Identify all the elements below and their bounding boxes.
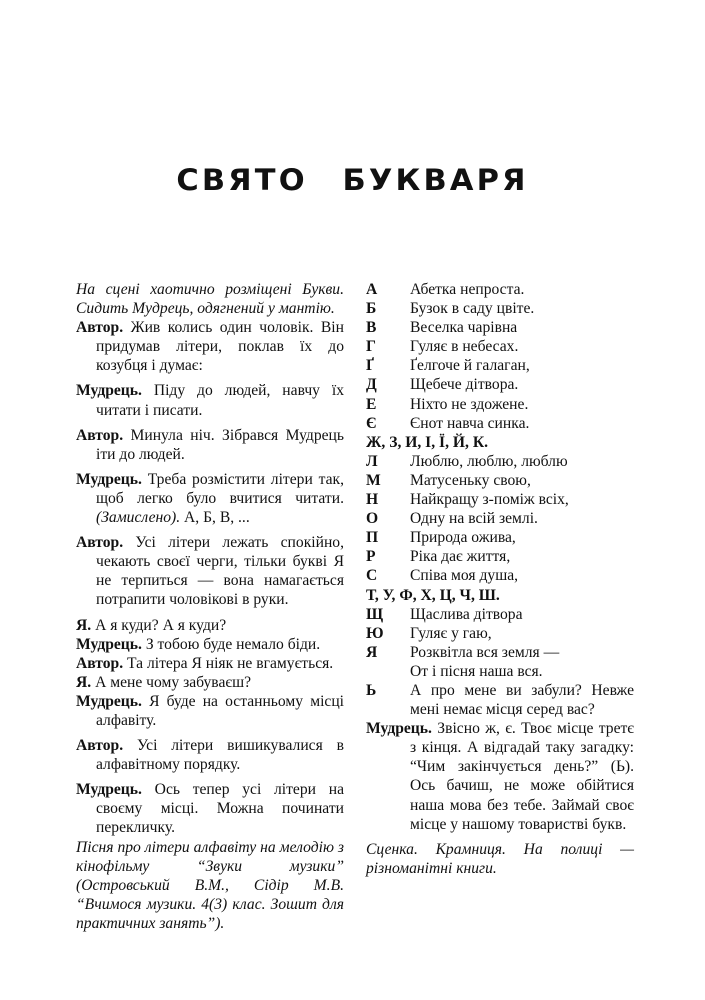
dialogue-line: Автор. Усі літери лежать спокійно, чекають своєї черги, тільки букві Я не терпиться — вона намагається потрапити чоловікові в руки.: [76, 534, 344, 609]
left-column: [76, 280, 344, 933]
right-column: [366, 280, 634, 878]
letter-row: Е Ніхто не здожене.: [366, 395, 529, 413]
dialogue-line: Мудрець. Звісно ж, є. Твоє місце третє з кінця. А відгадай таку загадку: “Чим закінчується день?” (Ь). Ось бачиш, не може обійтися наша мова без тебе. Займай своє місце у нашому товаристві букв.: [366, 720, 634, 833]
dialogue-line: Автор. Жив колись один чоловік. Він придумав літери, поклав їх до козубця і думає:: [76, 319, 344, 375]
dialogue-line: Я. А я куди? А я куди?: [76, 616, 227, 634]
letter-row: Р Ріка дає життя,: [366, 548, 511, 566]
dialogue-line: Автор. Усі літери вишикувалися в алфавітному порядку.: [76, 737, 344, 774]
scene-note: Сценка. Крамниця. На полиці — різноманітні книги.: [366, 840, 634, 877]
letter-row: В Веселка чарівна: [366, 319, 518, 337]
letter-row: Я Розквітла вся земля —: [366, 643, 560, 661]
letter-group: Т, У, Ф, Х, Ц, Ч, Ш.: [366, 586, 500, 604]
letter-row: Б Бузок в саду цвіте.: [366, 300, 535, 318]
letter-row: Ґ Ґелгоче й галаган,: [366, 357, 530, 375]
dialogue-line: Мудрець. З тобою буде немало біди.: [76, 635, 321, 653]
letter-row: Л Люблю, люблю, люблю: [366, 452, 568, 470]
letter-row-soft-sign: Ь А про мене ви забули? Невже мені немає місця серед вас?: [366, 681, 634, 719]
letters-list: [366, 452, 634, 586]
letter-row: Д Щебече дітвора.: [366, 376, 519, 394]
dialogue-line: Мудрець. Ось тепер усі літери на своєму місці. Можна починати перекличку.: [76, 781, 344, 837]
letter-row: Щ Щаслива дітвора: [366, 605, 523, 623]
stage-direction: На сцені хаотично розміщені Букви. Сидить Мудрець, одягнений у мантію.: [76, 281, 344, 318]
letter-row: Є Єнот навча синка.: [366, 414, 530, 432]
dialogue-line: Мудрець. Я буде на останньому місці алфавіту.: [76, 692, 344, 729]
page-title: СВЯТО БУКВАРЯ: [176, 163, 529, 197]
letters-list: [366, 605, 634, 681]
letter-row: О Одну на всій землі.: [366, 510, 538, 528]
letter-row: Г Гуляє в небесах.: [366, 338, 519, 356]
letter-row: М Матусеньку свою,: [366, 471, 531, 489]
letter-row: Ю Гуляє у гаю,: [366, 624, 492, 642]
dialogue-line: Я. А мене чому забуваєш?: [76, 673, 252, 691]
letter-row: От і пісня наша вся.: [410, 662, 543, 680]
dialogue-line: Мудрець. Піду до людей, навчу їх читати і писати.: [76, 382, 344, 419]
letter-row: П Природа ожива,: [366, 529, 516, 547]
letters-list: [366, 280, 634, 433]
letter-row: А Абетка непроста.: [366, 281, 525, 298]
letter-row: С Співа моя душа,: [366, 567, 519, 585]
song-note: Пісня про літери алфавіту на мелодію з кінофільму “Звуки музики” (Островський В.М., Сідір М.В. “Вчимося музики. 4(3) клас. Зошит для практичних занять”).: [76, 838, 344, 932]
letter-group: Ж, З, И, І, Ї, Й, К.: [366, 433, 489, 451]
dialogue-line: Автор. Та літера Я ніяк не вгамується.: [76, 654, 334, 672]
dialogue-line: Мудрець. Треба розмістити літери так, щоб легко було вчитися читати. (Замислено). А, Б, В, ...: [76, 470, 344, 527]
dialogue-line: Автор. Минула ніч. Зібрався Мудрець іти до людей.: [76, 426, 344, 463]
letter-row: Н Найкращу з-поміж всіх,: [366, 491, 569, 509]
